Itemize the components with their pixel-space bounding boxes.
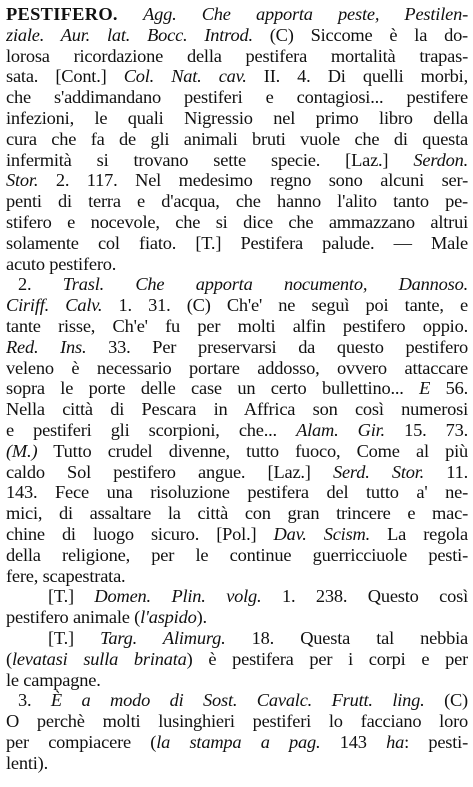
text-segment: infezioni, le quali Nigressio nel primo libro della: [6, 108, 468, 128]
headword: PESTIFERO.: [6, 4, 118, 24]
italic-text: Serdon.: [413, 149, 468, 170]
text-segment: chine di luogo sicuro. [Pol.]: [6, 524, 274, 544]
text-line: [6, 295, 468, 316]
text-line: [6, 711, 468, 732]
text-line: [6, 108, 468, 129]
italic-text: la stampa a pag.: [156, 732, 321, 752]
text-line: [48, 586, 468, 607]
text-segment: che s'addimandano pestiferi e contagiosi... pestifere: [6, 87, 468, 108]
text-line: [6, 87, 468, 108]
italic-text: l'aspido: [140, 607, 197, 628]
text-segment: lenti).: [6, 752, 49, 773]
italic-text: Targ. Alimurg.: [100, 628, 226, 648]
text-segment: 11.: [424, 461, 468, 482]
text-segment: 1. 31. (C) Ch'e' ne seguì poi tante, e: [102, 295, 468, 316]
text-segment: penti di terra e d'acqua, che hanno l'alito tanto pe-: [6, 191, 468, 212]
text-segment: 2. 117. Nel medesimo regno sono alcuni ser-: [38, 170, 468, 191]
text-line: [6, 732, 468, 753]
text-segment: 18. Questa tal nebbia: [225, 628, 468, 648]
text-segment: della religione, per le continue guerricciuole pesti-: [6, 544, 468, 565]
italic-text: Stor.: [6, 170, 39, 191]
text-segment: [T.]: [48, 628, 101, 648]
text-line: [6, 462, 468, 483]
text-line: [18, 274, 468, 295]
text-segment: le campagne.: [6, 669, 101, 690]
text-segment: [T.]: [48, 586, 95, 607]
text-segment: 3.: [18, 690, 51, 711]
text-segment: infermità si trovano sette specie. [Laz.]: [6, 149, 414, 170]
text-segment: fere, scapestrata.: [6, 565, 126, 586]
italic-text: Red. Ins.: [6, 336, 87, 357]
text-segment: 15. 73.: [384, 420, 468, 440]
text-segment: Tutto crudel divenne, tutto fuoco, Come al più: [37, 440, 468, 461]
italic-text: (M.): [6, 440, 38, 461]
text-segment: sata. [Cont.]: [6, 66, 124, 87]
text-segment: sopra le porte delle case un certo bullettino...: [6, 378, 420, 399]
italic-text: levatasi sulla brinata: [11, 648, 187, 669]
text-line: [6, 150, 468, 171]
text-segment: Nella città di Pescara in Affrica son così numerosi: [6, 399, 468, 420]
text-line: [6, 66, 468, 87]
text-segment: (: [6, 648, 12, 669]
text-line: [6, 254, 468, 275]
text-line: [6, 191, 468, 212]
text-line: [6, 545, 468, 566]
text-line: [6, 46, 468, 67]
text-segment: (C) Siccome è la do-: [252, 24, 468, 45]
text-segment: acuto pestifero.: [6, 253, 117, 274]
text-line: [6, 25, 468, 46]
text-line: [6, 378, 468, 399]
text-segment: 143. Fece una risoluzione pestifera del tutto a' ne-: [6, 482, 468, 503]
text-line: [6, 4, 468, 25]
text-line: [6, 670, 468, 691]
text-segment: 1. 238. Questo così: [261, 586, 468, 607]
text-line: [6, 316, 468, 337]
text-line: [6, 212, 468, 233]
text-segment: e pestiferi gli scorpioni, che...: [6, 420, 297, 440]
text-segment: caldo Sol pestifero angue. [Laz.]: [6, 461, 333, 482]
text-line: [6, 420, 468, 441]
text-segment: 33. Per preservarsi da questo pestifero: [86, 336, 468, 357]
text-segment: [118, 4, 143, 24]
text-segment: mici, di assaltare la città con gran trincere e mac-: [6, 503, 468, 524]
italic-text: Col. Nat. cav.: [123, 66, 247, 87]
text-line: [6, 503, 468, 524]
text-line: [6, 441, 468, 462]
italic-text: Serd. Stor.: [332, 461, 425, 482]
text-line: [6, 649, 468, 670]
italic-text: E: [419, 378, 431, 399]
italic-text: Dav. Scism.: [273, 524, 371, 544]
text-segment: solamente col fiato. [T.] Pestifera palude. — Male: [6, 232, 468, 253]
text-line: [18, 690, 468, 711]
italic-text: Alam. Gir.: [296, 420, 385, 440]
text-segment: tante risse, Ch'e' fu per molti alfin pestifero oppio.: [6, 316, 468, 336]
italic-text: Agg. Che apporta peste, Pestilen-: [143, 4, 468, 24]
text-segment: ).: [196, 607, 207, 628]
text-line: [6, 566, 468, 587]
text-line: [6, 233, 468, 254]
text-segment: veleno è necessario portare addosso, ovvero attaccare: [6, 357, 468, 378]
text-line: [6, 358, 468, 379]
italic-text: Domen. Plin. volg.: [94, 586, 262, 607]
text-line: [6, 337, 468, 358]
italic-text: ziale. Aur. lat. Bocc. Introd.: [6, 24, 253, 45]
text-segment: stifero e nocevole, che si dice che ammazzano altrui: [6, 212, 468, 232]
text-segment: (C): [424, 690, 468, 711]
text-line: [6, 524, 468, 545]
text-line: [6, 753, 468, 774]
italic-text: ha: [386, 732, 405, 752]
text-segment: II. 4. Di quelli morbi,: [246, 66, 468, 87]
text-segment: O perchè molti lusinghieri pestiferi lo facciano loro: [6, 711, 468, 732]
text-line: [6, 482, 468, 503]
text-segment: lorosa ricordazione della pestifera mortalità trapas-: [6, 45, 468, 66]
text-line: [6, 607, 468, 628]
text-segment: 2.: [18, 274, 63, 295]
text-segment: 56.: [430, 378, 468, 399]
text-line: [48, 628, 468, 649]
text-segment: 143: [320, 732, 387, 752]
text-segment: ) è pestifera per i corpi e per: [186, 648, 468, 669]
italic-text: È a modo di Sost. Cavalc. Frutt. ling.: [50, 690, 425, 711]
italic-text: Trasl. Che apporta nocumento, Dannoso.: [62, 274, 468, 295]
text-segment: : pesti-: [404, 732, 468, 752]
text-segment: La regola: [370, 524, 468, 544]
text-line: [6, 399, 468, 420]
text-segment: per compiacere (: [6, 732, 157, 752]
text-line: [6, 170, 468, 191]
text-segment: pestifero animale (: [6, 607, 141, 628]
text-line: [6, 129, 468, 150]
text-segment: cura che fa de gli animali bruti vuole che di questa: [6, 128, 468, 149]
italic-text: Ciriff. Calv.: [6, 295, 103, 316]
